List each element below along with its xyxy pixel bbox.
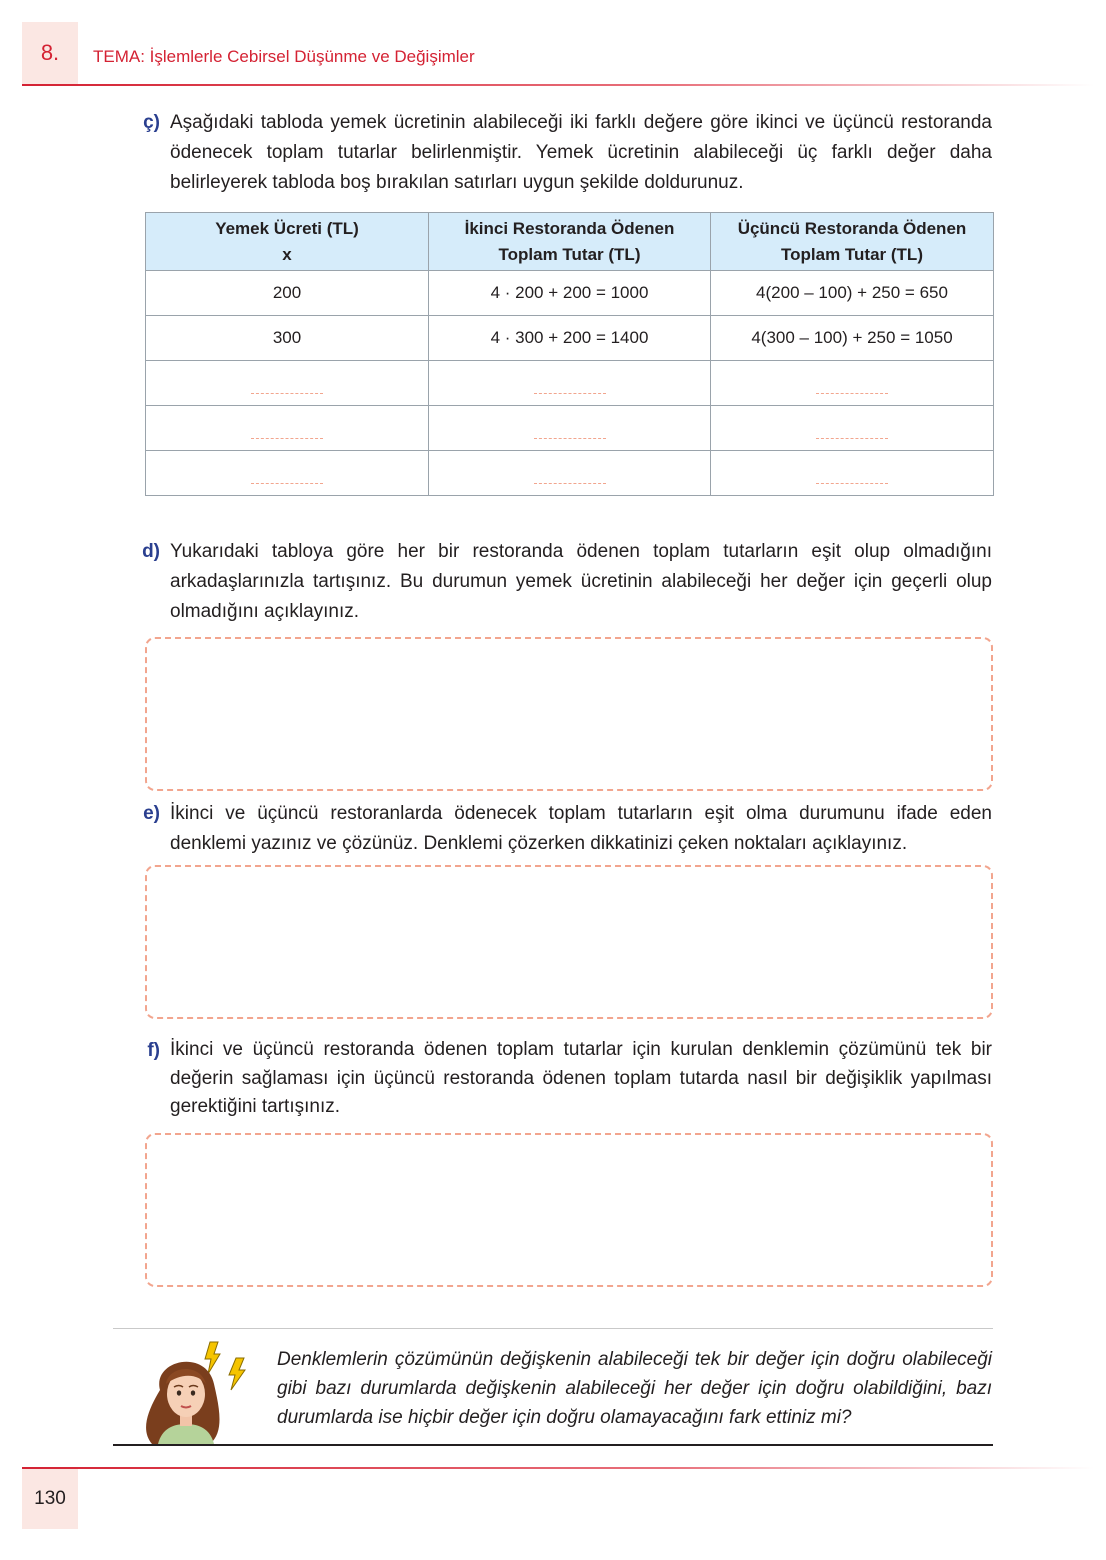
header-line: Toplam Tutar (TL) [781, 244, 923, 264]
table-cell: 4(200 – 100) + 250 = 650 [711, 271, 994, 316]
header-line: İkinci Restoranda Ödenen [464, 218, 675, 238]
blank-cell[interactable] [146, 361, 429, 406]
answer-box-e[interactable] [145, 865, 993, 1019]
header-line: Yemek Ücreti (TL) [215, 218, 359, 238]
fill-blank-line [816, 483, 888, 484]
header-line: x [282, 244, 292, 264]
question-text-f: İkinci ve üçüncü restoranda ödenen toplam tutarlar için kurulan denklemin çözümünü tek bir değerin sağlaması için üçüncü restoranda ödenen toplam tutarda nasıl bir değişiklik yapılması gerektiğini tartışınız. [170, 1039, 992, 1117]
fill-blank-line [251, 438, 323, 439]
unit-number: 8. [22, 22, 78, 84]
fill-blank-line [251, 393, 323, 394]
question-text-d: Yukarıdaki tabloya göre her bir restoranda ödenen toplam tutarların eşit olup olmadığını arkadaşlarınızla tartışınız. Bu durumun yemek ücretinin alabileceği her değer için geçerli olup olmadığını açıklayınız. [170, 541, 992, 622]
blank-cell[interactable] [711, 451, 994, 496]
question-label-d: d) [142, 541, 160, 562]
blank-cell[interactable] [429, 361, 711, 406]
page-number: 130 [22, 1469, 78, 1529]
note-divider-bottom [113, 1444, 993, 1446]
table-cell: 4(300 – 100) + 250 = 1050 [711, 316, 994, 361]
fill-blank-line [816, 438, 888, 439]
header-line: Üçüncü Restoranda Ödenen [737, 218, 967, 238]
question-text-c: Aşağıdaki tabloda yemek ücretinin alabileceği iki farklı değere göre ikinci ve üçüncü restoranda ödenecek toplam tutarlar belirlenmiştir. Yemek ücretinin alabileceği üç farklı değer daha belirleyerek tabloda boş bırakılan satırları uygun şekilde doldurunuz. [170, 112, 992, 193]
footer-divider [22, 1467, 1094, 1469]
fill-blank-line [534, 393, 606, 394]
answer-box-d[interactable] [145, 637, 993, 791]
table-blank-row [146, 451, 994, 496]
note-divider-top [113, 1328, 993, 1329]
table-blank-row [146, 361, 994, 406]
blank-cell[interactable] [711, 361, 994, 406]
table-header-cell [429, 213, 711, 271]
blank-cell[interactable] [711, 406, 994, 451]
fill-blank-line [534, 483, 606, 484]
fill-blank-line [816, 393, 888, 394]
table-blank-row [146, 406, 994, 451]
table-cell: 300 [146, 316, 429, 361]
header-line: Toplam Tutar (TL) [498, 244, 641, 264]
girl-illustration [138, 1340, 263, 1446]
blank-cell[interactable] [146, 451, 429, 496]
blank-cell[interactable] [146, 406, 429, 451]
header-divider [22, 84, 1094, 86]
fill-blank-line [251, 483, 323, 484]
table-header-cell [146, 213, 429, 271]
question-label-c: ç) [143, 112, 160, 133]
question-label-f: f) [147, 1040, 160, 1061]
table-header-cell [711, 213, 994, 271]
table-header-row [146, 213, 994, 271]
question-label-e: e) [143, 803, 160, 824]
answer-box-f[interactable] [145, 1133, 993, 1287]
blank-cell[interactable] [429, 406, 711, 451]
question-text-e: İkinci ve üçüncü restoranlarda ödenecek toplam tutarların eşit olma durumunu ifade eden denklemi yazınız ve çözünüz. Denklemi çözerken dikkatinizi çeken noktaları açıklayınız. [170, 803, 992, 854]
fill-blank-line [534, 438, 606, 439]
table-cell: 4 · 300 + 200 = 1400 [429, 316, 711, 361]
note-text: Denklemlerin çözümünün değişkenin alabileceği tek bir değer için doğru olabileceği gibi bazı durumlarda değişkenin alabileceği her değer için doğru olabildiğini, bazı durumlarda ise hiçbir değer için doğru olamayacağını fark ettiniz mi? [277, 1349, 992, 1428]
unit-title: TEMA: İşlemlerle Cebirsel Düşünme ve Değişimler [93, 47, 475, 66]
table-row [146, 271, 994, 316]
table-cell: 200 [146, 271, 429, 316]
blank-cell[interactable] [429, 451, 711, 496]
values-table [145, 212, 994, 496]
table-row [146, 316, 994, 361]
table-cell: 4 · 200 + 200 = 1000 [429, 271, 711, 316]
